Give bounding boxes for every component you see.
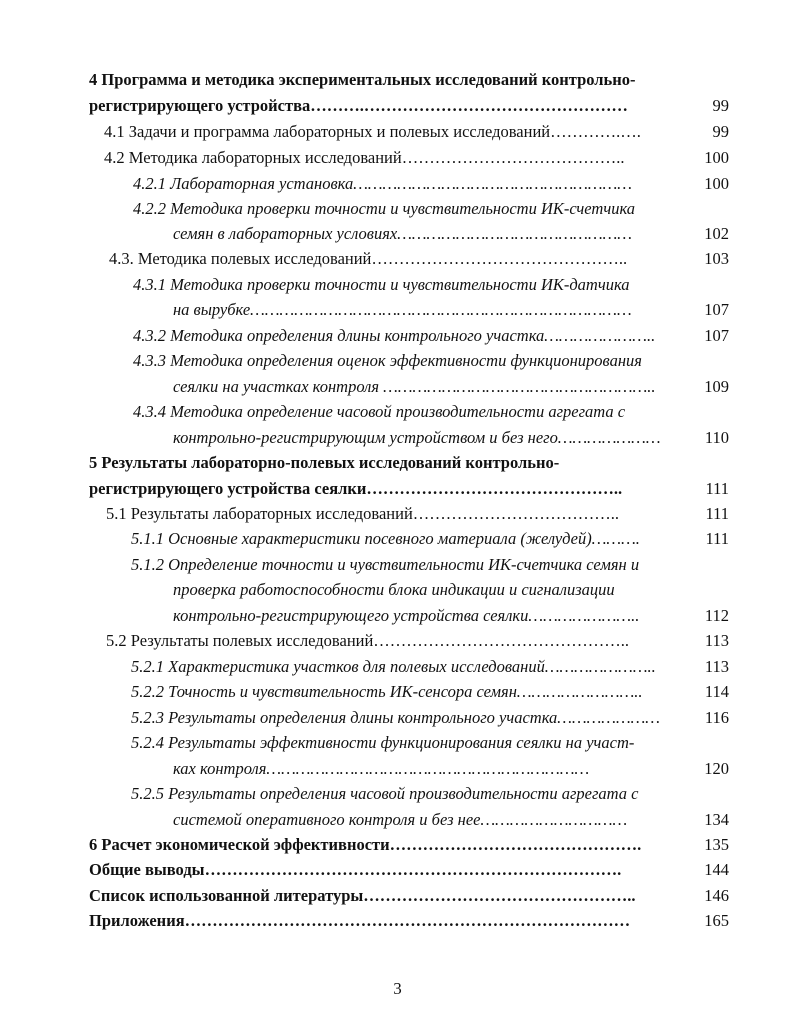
toc-page-number: 111 (705, 479, 729, 498)
toc-entry-conclusions: Общие выводы…………………………………………………………………. (89, 860, 622, 879)
toc-page-number: 107 (704, 326, 729, 345)
toc-entry-5-1-2-line1: 5.1.2 Определение точности и чувствительности ИК-счетчика семян и (131, 555, 640, 574)
toc-entry-4-2-1: 4.2.1 Лабораторная установка………………………………………………… (133, 174, 632, 193)
toc-entry-chapter-4-line2: регистрирующего устройства……….………………………………………… (89, 96, 628, 115)
toc-page-number: 111 (705, 529, 729, 548)
toc-page-number: 100 (704, 148, 729, 167)
page-number: 3 (393, 979, 402, 998)
toc-entry-4-3-4-line2: контрольно-регистрирующим устройством и без него………………… (173, 428, 661, 447)
toc-entry-5-2-5-line1: 5.2.5 Результаты определения часовой производительности агрегата с (131, 784, 639, 803)
toc-entry-5-1-2-line3: контрольно-регистрирующего устройства сеялки………………….. (173, 606, 640, 625)
toc-entry-4-2: 4.2 Методика лабораторных исследований………………………………….. (104, 148, 625, 167)
toc-page-number: 110 (704, 428, 729, 447)
toc-page-number: 165 (704, 911, 729, 930)
toc-page-number: 103 (704, 249, 729, 268)
toc-entry-references: Список использованной литературы………………………………………….. (89, 886, 636, 905)
toc-entry-4-3: 4.3. Методика полевых исследований……………………………………….. (109, 249, 628, 268)
toc-entry-4-3-2: 4.3.2 Методика определения длины контрольного участка………………….. (133, 326, 656, 345)
toc-entry-4-3-1-line1: 4.3.1 Методика проверки точности и чувствительности ИК-датчика (133, 275, 630, 294)
toc-entry-appendices: Приложения……………………………………………………………………… (89, 911, 631, 930)
toc-entry-5-2-1: 5.2.1 Характеристика участков для полевых исследований………………….. (131, 657, 656, 676)
toc-page-number: 114 (704, 682, 729, 701)
toc-entry-4-3-3-line1: 4.3.3 Методика определения оценок эффективности функционирования (133, 351, 642, 370)
toc-page-number: 113 (704, 657, 729, 676)
toc-entry-4-3-4-line1: 4.3.4 Методика определение часовой производительности агрегата с (133, 402, 626, 421)
toc-page-number: 107 (704, 300, 729, 319)
toc-entry-chapter-6: 6 Расчет экономической эффективности………………………………………. (89, 835, 642, 854)
toc-page-number: 109 (704, 377, 729, 396)
toc-entry-4-2-2-line2: семян в лабораторных условиях………………………………………… (173, 224, 632, 243)
toc-entry-chapter-4-line1: 4 Программа и методика экспериментальных исследований контрольно- (89, 70, 636, 89)
toc-entry-5-2-4-line2: ках контроля………………………………………………………… (173, 759, 590, 778)
toc-page-number: 112 (704, 606, 729, 625)
toc-entry-5-2-5-line2: системой оперативного контроля и без нее………………………… (173, 810, 628, 829)
toc-entry-5-1-1: 5.1.1 Основные характеристики посевного материала (желудей)………. (131, 529, 640, 548)
toc-entry-5-1-2-line2: проверка работоспособности блока индикации и сигнализации (173, 580, 615, 599)
toc-page-number: 99 (712, 96, 729, 115)
toc-entry-4-1: 4.1 Задачи и программа лабораторных и полевых исследований………….…. (104, 122, 641, 141)
toc-entry-5-2-3: 5.2.3 Результаты определения длины контрольного участка………………… (131, 708, 660, 727)
toc-page-number: 134 (704, 810, 729, 829)
toc-page-number: 135 (704, 835, 729, 854)
toc-page-number: 100 (704, 174, 729, 193)
toc-entry-4-3-1-line2: на вырубке…………………………………………………………………… (173, 300, 632, 319)
toc-entry-chapter-5-line1: 5 Результаты лабораторно-полевых исследований контрольно- (89, 453, 560, 472)
toc-page-number: 111 (705, 504, 729, 523)
toc-entry-4-3-3-line2: сеялки на участках контроля ……………………………………………….. (173, 377, 656, 396)
toc-entry-5-2: 5.2 Результаты полевых исследований……………………………………….. (106, 631, 630, 650)
toc-entry-5-2-4-line1: 5.2.4 Результаты эффективности функционирования сеялки на участ- (131, 733, 635, 752)
toc-page-number: 146 (704, 886, 729, 905)
toc-entry-chapter-5-line2: регистрирующего устройства сеялки……………………………………….. (89, 479, 623, 498)
toc-entry-4-2-2-line1: 4.2.2 Методика проверки точности и чувствительности ИК-счетчика (133, 199, 636, 218)
toc-page-number: 102 (704, 224, 729, 243)
toc-page-number: 120 (704, 759, 729, 778)
toc-entry-5-2-2: 5.2.2 Точность и чувствительность ИК-сенсора семян…………………….. (131, 682, 643, 701)
toc-page-number: 144 (704, 860, 729, 879)
toc-page-number: 99 (712, 122, 729, 141)
toc-page-number: 116 (704, 708, 729, 727)
toc-page-number: 113 (704, 631, 729, 650)
toc-entry-5-1: 5.1 Результаты лабораторных исследований……………………………….. (106, 504, 620, 523)
